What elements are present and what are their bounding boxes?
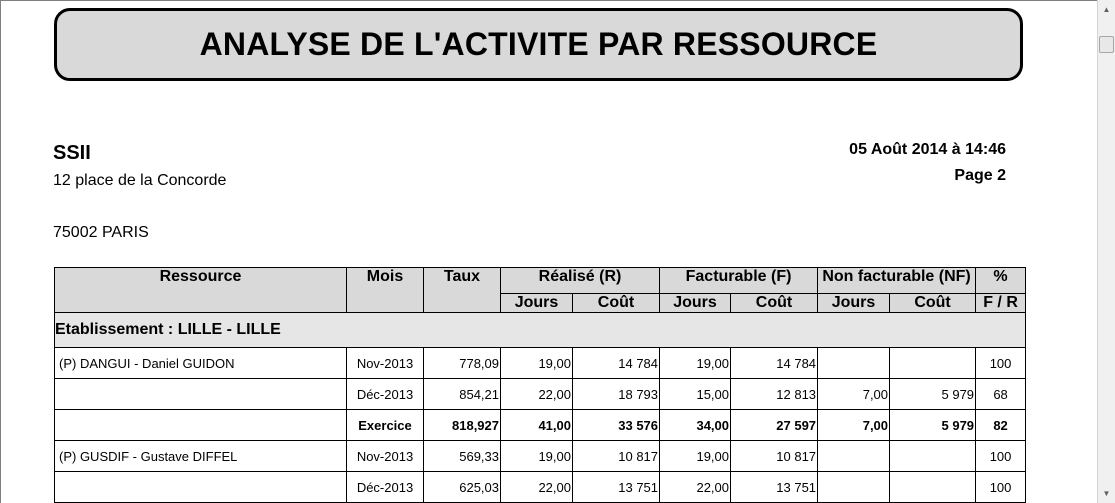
table-row-subtotal [55, 410, 1026, 441]
print-date: 05 Août 2014 à 14:46 [849, 141, 1006, 158]
cell-mois: Déc-2013 [347, 472, 424, 503]
header-realise-jours: Jours [501, 294, 573, 313]
cell-taux: 569,33 [424, 441, 501, 472]
header-facturable: Facturable (F) [660, 268, 818, 294]
cell-nf-jours [818, 441, 890, 472]
cell-facturable-jours: 19,00 [660, 348, 731, 379]
cell-mois: Déc-2013 [347, 379, 424, 410]
table-row [55, 472, 1026, 503]
cell-mois: Nov-2013 [347, 348, 424, 379]
cell-facturable-cout: 13 751 [731, 472, 818, 503]
cell-nf-jours: 7,00 [818, 410, 890, 441]
cell-ressource [55, 379, 347, 410]
header-ressource: Ressource [55, 268, 347, 313]
cell-facturable-jours: 22,00 [660, 472, 731, 503]
page-number: Page 2 [954, 167, 1006, 184]
header-non-facturable: Non facturable (NF) [818, 268, 976, 294]
header-taux: Taux [424, 268, 501, 313]
cell-ressource [55, 410, 347, 441]
cell-nf-cout: 5 979 [890, 410, 976, 441]
cell-taux: 818,927 [424, 410, 501, 441]
cell-pct: 68 [976, 379, 1026, 410]
cell-realise-cout: 13 751 [573, 472, 660, 503]
cell-realise-cout: 10 817 [573, 441, 660, 472]
company-name: SSII [53, 142, 91, 164]
header-realise-cout: Coût [573, 294, 660, 313]
cell-facturable-jours: 19,00 [660, 441, 731, 472]
cell-facturable-jours: 34,00 [660, 410, 731, 441]
cell-realise-jours: 19,00 [501, 348, 573, 379]
cell-realise-jours: 19,00 [501, 441, 573, 472]
cell-mois: Exercice [347, 410, 424, 441]
cell-realise-cout: 18 793 [573, 379, 660, 410]
cell-pct: 82 [976, 410, 1026, 441]
cell-realise-jours: 41,00 [501, 410, 573, 441]
cell-nf-cout [890, 441, 976, 472]
table-row [55, 379, 1026, 410]
cell-taux: 625,03 [424, 472, 501, 503]
cell-pct: 100 [976, 441, 1026, 472]
vertical-scrollbar[interactable] [1097, 0, 1115, 503]
cell-taux: 778,09 [424, 348, 501, 379]
cell-nf-cout: 5 979 [890, 379, 976, 410]
cell-facturable-cout: 10 817 [731, 441, 818, 472]
cell-ressource: (P) DANGUI - Daniel GUIDON [55, 348, 347, 379]
table-row [55, 348, 1026, 379]
cell-taux: 854,21 [424, 379, 501, 410]
cell-facturable-cout: 27 597 [731, 410, 818, 441]
header-facturable-cout: Coût [731, 294, 818, 313]
company-address-line2: 75002 PARIS [53, 224, 149, 241]
cell-mois: Nov-2013 [347, 441, 424, 472]
header-ratio: F / R [976, 294, 1026, 313]
header-facturable-jours: Jours [660, 294, 731, 313]
header-pct: % [976, 268, 1026, 294]
cell-nf-cout [890, 472, 976, 503]
cell-realise-cout: 14 784 [573, 348, 660, 379]
activity-table [54, 267, 1026, 503]
cell-facturable-cout: 12 813 [731, 379, 818, 410]
header-nf-jours: Jours [818, 294, 890, 313]
scroll-down-icon[interactable]: ▼ [1099, 485, 1114, 502]
cell-pct: 100 [976, 348, 1026, 379]
cell-ressource: (P) GUSDIF - Gustave DIFFEL [55, 441, 347, 472]
cell-nf-jours [818, 472, 890, 503]
cell-pct: 100 [976, 472, 1026, 503]
cell-nf-jours: 7,00 [818, 379, 890, 410]
cell-realise-jours: 22,00 [501, 472, 573, 503]
scroll-up-icon[interactable]: ▲ [1099, 1, 1114, 18]
cell-realise-cout: 33 576 [573, 410, 660, 441]
header-mois: Mois [347, 268, 424, 313]
report-title: ANALYSE DE L'ACTIVITE PAR RESSOURCE [54, 8, 1023, 81]
scroll-thumb[interactable] [1099, 36, 1114, 53]
header-nf-cout: Coût [890, 294, 976, 313]
cell-ressource [55, 472, 347, 503]
table-row [55, 441, 1026, 472]
etablissement-row: Etablissement : LILLE - LILLE [55, 313, 1026, 348]
cell-facturable-jours: 15,00 [660, 379, 731, 410]
cell-realise-jours: 22,00 [501, 379, 573, 410]
header-realise: Réalisé (R) [501, 268, 660, 294]
company-address-line1: 12 place de la Concorde [53, 172, 227, 189]
cell-nf-jours [818, 348, 890, 379]
cell-nf-cout [890, 348, 976, 379]
cell-facturable-cout: 14 784 [731, 348, 818, 379]
